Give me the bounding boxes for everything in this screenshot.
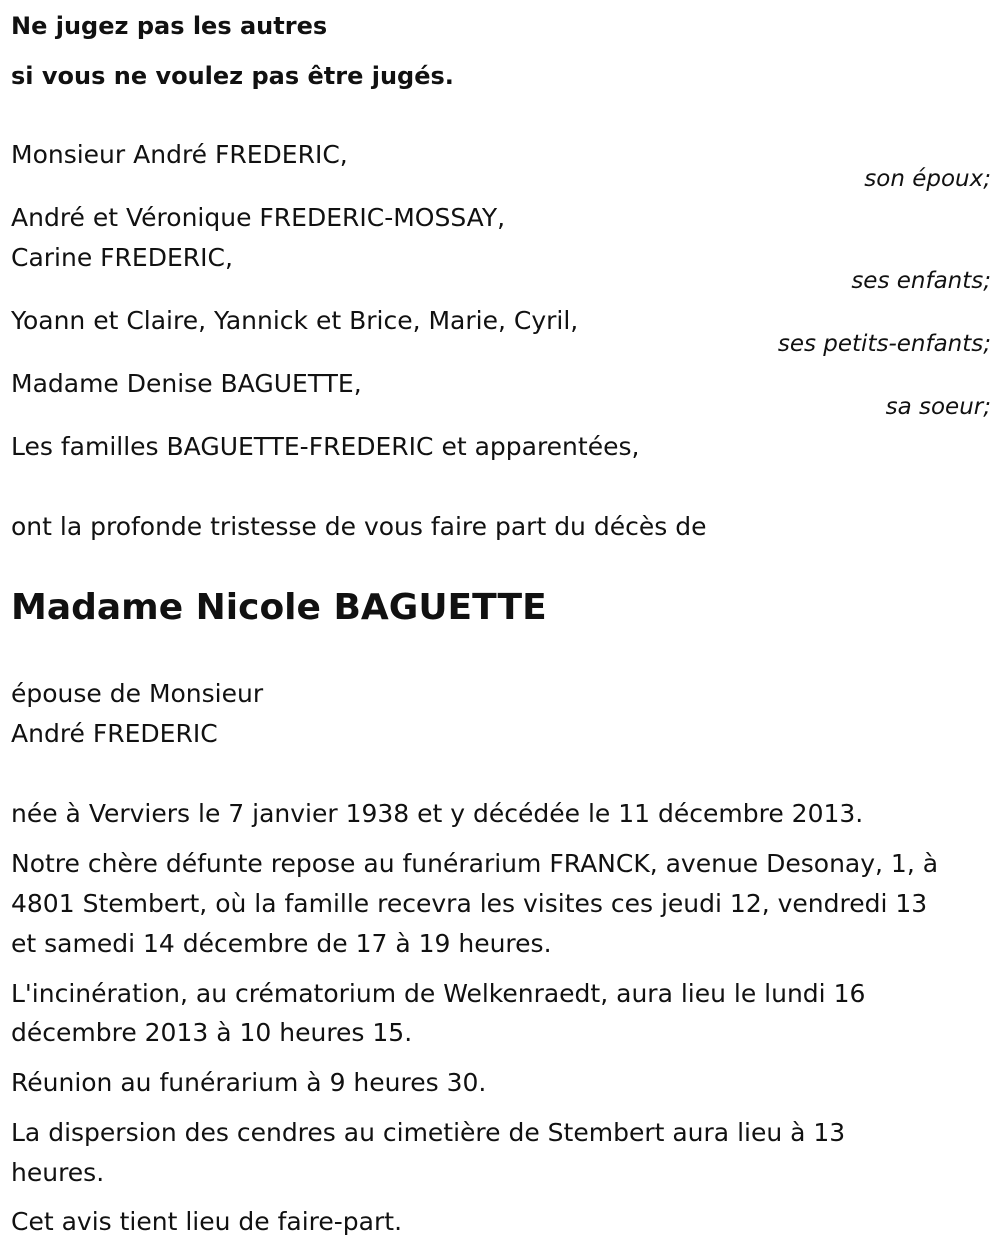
sister-name: Madame Denise BAGUETTE, <box>11 369 362 398</box>
birth-death-line: née à Verviers le 7 janvier 1938 et y décédée le 11 décembre 2013. <box>11 799 864 828</box>
grandchildren-names: Yoann et Claire, Yannick et Brice, Marie, Cyril, <box>11 306 579 335</box>
meeting-line: Réunion au funérarium à 9 heures 30. <box>11 1068 487 1097</box>
rest-line-1: Notre chère défunte repose au funérarium FRANCK, avenue Desonay, 1, à <box>11 849 939 878</box>
deceased-name: Madame Nicole BAGUETTE <box>11 587 547 628</box>
rest-line-2: 4801 Stembert, où la famille recevra les visites ces jeudi 12, vendredi 13 <box>11 889 928 918</box>
cremation-line-2: décembre 2013 à 10 heures 15. <box>11 1018 413 1047</box>
epigraph-line-2: si vous ne voulez pas être jugés. <box>11 62 454 90</box>
deceased-spouse-line-1: épouse de Monsieur <box>11 679 264 708</box>
cremation-line-1: L'incinération, au crématorium de Welkenraedt, aura lieu le lundi 16 <box>11 979 866 1008</box>
announcement-text: ont la profonde tristesse de vous faire part du décès de <box>11 512 707 541</box>
dispersion-line-1: La dispersion des cendres au cimetière de Stembert aura lieu à 13 <box>11 1118 846 1147</box>
dispersion-line-2: heures. <box>11 1158 105 1187</box>
children-relation: ses enfants; <box>851 268 991 294</box>
deceased-spouse-line-2: André FREDERIC <box>11 719 218 748</box>
spouse-relation: son époux; <box>864 166 991 192</box>
children-line-1: André et Véronique FREDERIC-MOSSAY, <box>11 203 506 232</box>
grandchildren-relation: ses petits-enfants; <box>777 331 991 357</box>
spouse-name: Monsieur André FREDERIC, <box>11 140 348 169</box>
families-line: Les familles BAGUETTE-FREDERIC et apparentées, <box>11 432 640 461</box>
children-line-2: Carine FREDERIC, <box>11 243 233 272</box>
sister-relation: sa soeur; <box>885 394 991 420</box>
rest-line-3: et samedi 14 décembre de 17 à 19 heures. <box>11 929 552 958</box>
epigraph-line-1: Ne jugez pas les autres <box>11 12 328 40</box>
notice-line: Cet avis tient lieu de faire-part. <box>11 1207 403 1236</box>
